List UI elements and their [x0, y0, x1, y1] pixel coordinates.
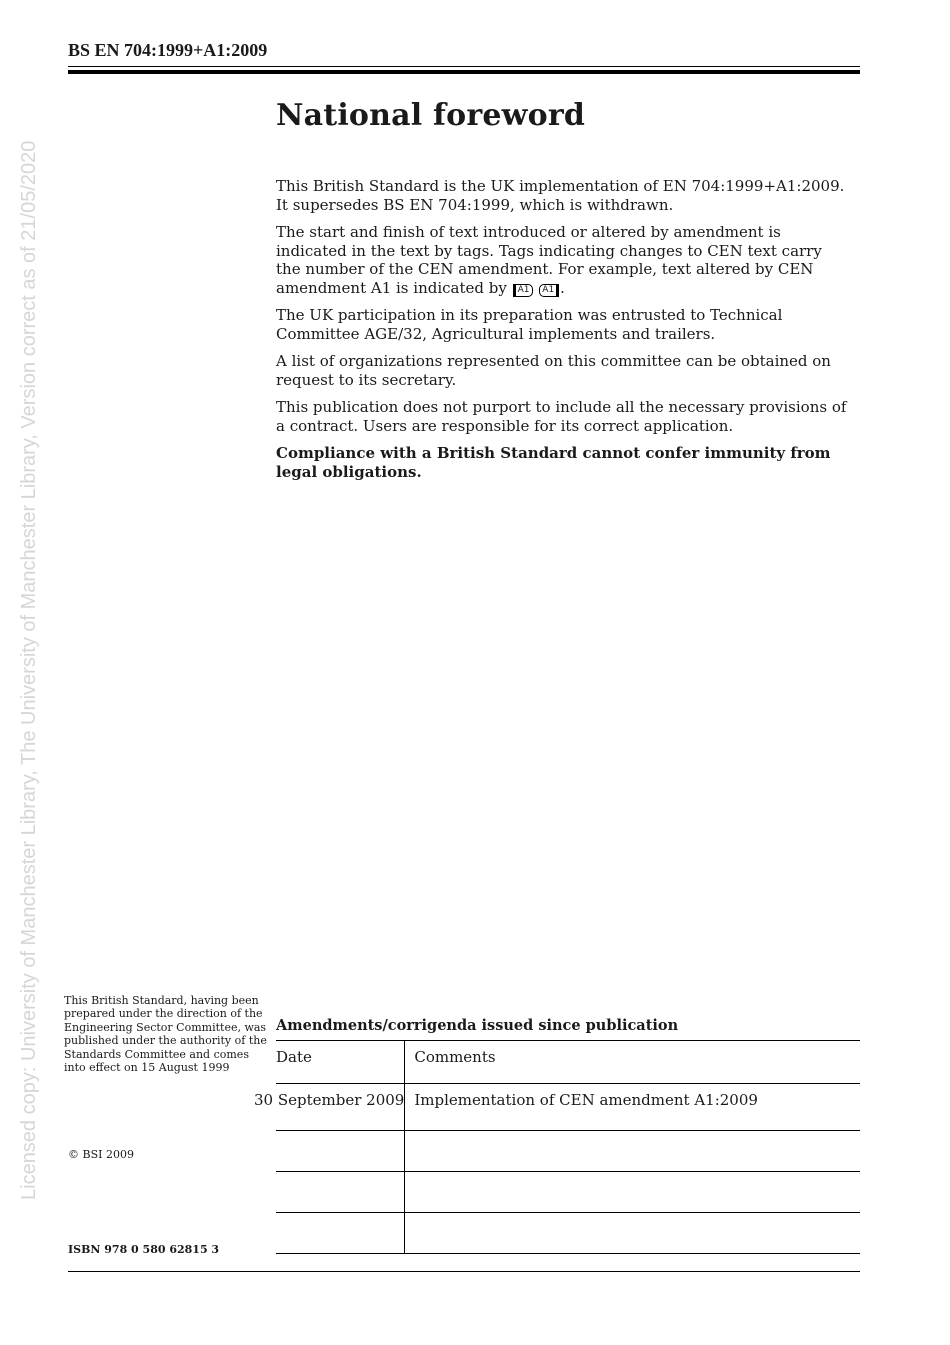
table-cell-empty	[405, 1172, 860, 1213]
amendments-table	[254, 1040, 860, 1254]
table-header-row	[276, 1041, 860, 1084]
amendment-end-tag-icon: A1	[539, 284, 559, 297]
license-watermark: Licensed copy: University of Manchester Library, The University of Manchester Library, Version correct as of 21/05/2020	[18, 140, 40, 1200]
table-cell-empty	[276, 1131, 405, 1172]
paragraph-organizations: A list of organizations represented on this committee can be obtained on request to its secretary.	[276, 352, 831, 389]
paragraph-provisions: This publication does not purport to include all the necessary provisions of a contract. Users are responsible for its correct application.	[276, 398, 847, 435]
copyright-notice: © BSI 2009	[68, 1148, 134, 1161]
document-id: BS EN 704:1999+A1:2009	[68, 40, 268, 60]
table-cell-empty	[276, 1213, 405, 1254]
table-cell-comment: Implementation of CEN amendment A1:2009	[405, 1084, 860, 1131]
amendment-start-tag-icon: A1	[513, 284, 533, 297]
table-cell-empty	[405, 1213, 860, 1254]
publication-note: This British Standard, having been prepared under the direction of the Engineering Sector Committee, was published under the authority of the Standards Committee and comes into effect on 15 August 1999	[64, 994, 267, 1075]
header-rule-thick	[68, 70, 860, 74]
paragraph-tags	[276, 223, 848, 297]
amendment-date: 30 September 2009	[254, 1091, 405, 1109]
paragraph-committee: The UK participation in its preparation was entrusted to Technical Committee AGE/32, Agricultural implements and trailers.	[276, 306, 783, 343]
table-cell-empty	[276, 1172, 405, 1213]
page-title: National foreword	[276, 98, 586, 133]
table-row-empty	[276, 1172, 860, 1213]
amendments-title: Amendments/corrigenda issued since publication	[276, 1017, 679, 1034]
foreword-section	[276, 98, 848, 490]
paragraph-tags-end: .	[560, 278, 565, 297]
table-row	[276, 1084, 860, 1131]
paragraph-implementation: This British Standard is the UK implementation of EN 704:1999+A1:2009. It supersedes BS EN 704:1999, which is withdrawn.	[276, 177, 845, 214]
column-header-date: Date	[276, 1041, 405, 1084]
table-cell-empty	[405, 1131, 860, 1172]
table-row-empty	[276, 1213, 860, 1254]
footer-rule	[68, 1271, 860, 1272]
table-cell-date	[254, 1084, 405, 1131]
header-rule-thin	[68, 66, 860, 67]
paragraph-tags-text: The start and finish of text introduced or altered by amendment is indicated in the text by tags. Tags indicating changes to CEN text carry the number of the CEN amendment. For example, text altered by CEN amendment A1 is indicated by	[276, 223, 822, 297]
table-row-empty	[276, 1131, 860, 1172]
column-header-comments: Comments	[405, 1041, 860, 1084]
paragraph-compliance: Compliance with a British Standard cannot confer immunity from legal obligations.	[276, 444, 831, 481]
isbn: ISBN 978 0 580 62815 3	[68, 1243, 220, 1256]
